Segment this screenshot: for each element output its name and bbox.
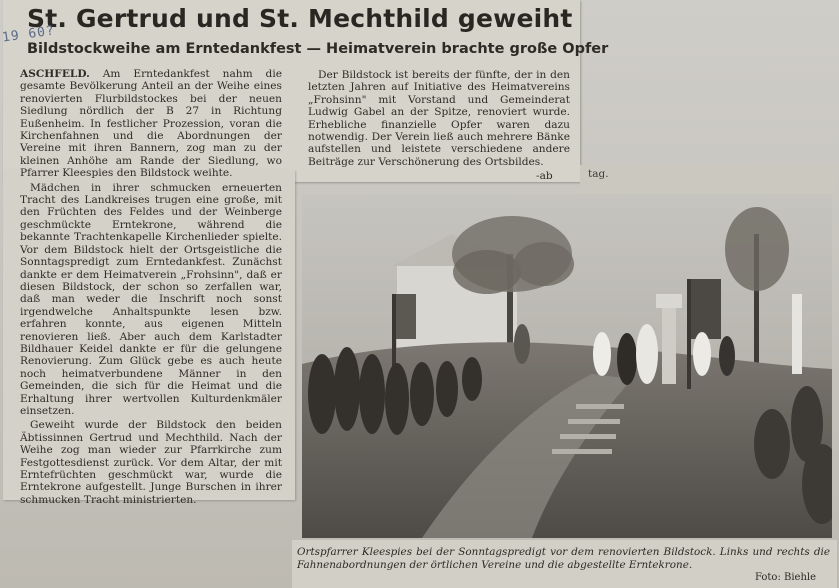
paragraph-1 (20, 68, 282, 180)
clipping-strip (580, 165, 835, 195)
article-photo (302, 194, 832, 538)
handwritten-date-note: 19 60? (1, 23, 56, 46)
clipped-text-fragment: tag. (588, 168, 609, 180)
author-signature: -ab (536, 170, 553, 182)
photo-caption: Ortspfarrer Kleespies bei der Sonntagspredigt vor dem renovierten Bildstock. Links und rechts die Fahnenabordnungen der örtlichen Vereine und die abgestellte Erntekrone. (297, 546, 830, 571)
paragraph-2: Mädchen in ihrer schmucken erneuerten Tracht des Landkreises trugen eine große, mit den Früchten des Feldes und der Weinberge geschmückte Erntekrone, während die bekannte Trachtenkapelle Kirchenlieder spielte. Vor dem Bildstock hielt der Ortsgeistliche die Sonntagspredigt zum Erntedankfest. Zunächst dankte er dem Heimatverein „Frohsinn", daß er diesen Bildstock, der schon so zerfallen war, daß man weder die Inschrift noch sonst irgendwelche Anhaltspunkte lesen bzw. erfahren konnte, aus eigenen Mitteln renovieren ließ. Aber auch dem Karlstadter Bildhauer Keidel dankte er für die gelungene Renovierung. Zum Glück gebe es auch heute noch heimatverbundene Männer in den Gemeinden, die sich für die Heimat und die Erhaltung ihrer wertvollen Kulturdenkmäler einsetzen. (20, 181, 282, 417)
article-column-left (20, 68, 282, 508)
dateline: ASCHFELD. (20, 68, 90, 80)
photo-procession-scene (302, 194, 832, 538)
paragraph-1-text: Am Erntedankfest nahm die gesamte Bevölkerung Anteil an der Weihe eines renovierten Flurbildstockes bei der neuen Siedlung nördlich der B 27 in Richtung Eußenheim. In festlicher Prozession, voran die Kirchenfahnen und die Abordnungen der Vereine mit ihren Bannern, zog man zu der kleinen Anhöhe am Rande der Siedlung, wo Pfarrer Kleespies den Bildstock weihte. (20, 68, 282, 180)
paragraph-3: Geweiht wurde der Bildstock den beiden Äbtissinnen Gertrud und Mechthild. Nach der Weihe zog man wieder zur Pfarrkirche zum Festgottesdienst zurück. Vor dem Altar, der mit Erntefrüchten geschmückt war, wurde die Erntekrone aufgestellt. Junge Burschen in ihrer schmucken Tracht ministrierten. (20, 419, 282, 506)
article-column-right (308, 69, 570, 170)
photo-credit: Foto: Biehle (755, 572, 817, 583)
article-headline: St. Gertrud und St. Mechthild geweiht (27, 4, 573, 33)
paragraph-right-1: Der Bildstock ist bereits der fünfte, der in den letzten Jahren auf Initiative des Heimatvereins „Frohsinn" mit Vorstand und Gemeinderat Ludwig Gabel an der Spitze, renoviert wurde. Erhebliche finanzielle Opfer waren dazu notwendig. Der Verein ließ auch mehrere Bänke aufstellen und leistete verschiedene andere Beiträge zur Verschönerung des Ortsbildes. (308, 69, 570, 168)
article-subheadline: Bildstockweihe am Erntedankfest — Heimatverein brachte große Opfer (27, 41, 609, 57)
